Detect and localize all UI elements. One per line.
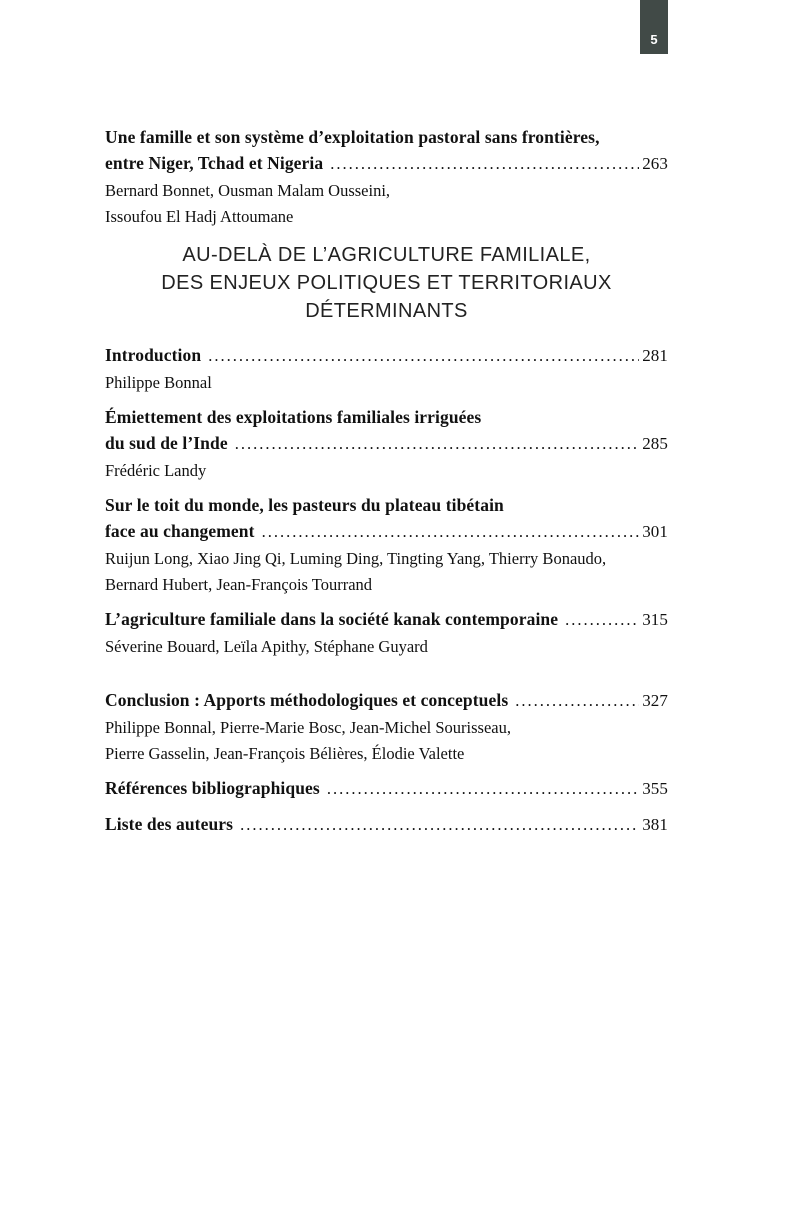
toc-entry-title: Références bibliographiques [105,778,320,798]
toc-entry [105,687,668,766]
toc-entry-authors: Frédéric Landy [105,461,207,480]
toc-page-number: 381 [642,815,668,834]
toc-entry-title-leader [105,606,668,633]
toc-entry [105,811,668,838]
toc-entry-title: Introduction [105,345,202,365]
toc-entry [105,775,668,802]
dot-leader [515,688,639,714]
toc-entry-title: Émiettement des exploitations familiales irriguées [105,407,482,427]
section-heading-line: AU-DELÀ DE L’AGRICULTURE FAMILIALE, [182,244,591,266]
toc-entry-title: L’agriculture familiale dans la société kanak contemporaine [105,609,559,629]
dot-leader [208,343,639,369]
toc-entry [105,404,668,483]
toc-entry [105,606,668,659]
toc-entry-title-leader [105,775,668,802]
toc-entry-title-leader [105,687,668,714]
section-heading [105,241,668,325]
toc-entry-authors: Séverine Bouard, Leïla Apithy, Stéphane Guyard [105,637,428,656]
toc-entry-title-leader [105,150,668,177]
toc-page-number: 355 [642,779,668,798]
page-number: 5 [650,32,658,47]
toc-entry-title-leader [105,518,668,545]
section-heading-line: DES ENJEUX POLITIQUES ET TERRITORIAUX [161,272,612,294]
toc-entry-title: entre Niger, Tchad et Nigeria [105,153,324,173]
toc-entry-title-leader [105,811,668,838]
toc-entry-title: face au changement [105,521,255,541]
toc-entry-authors: Ruijun Long, Xiao Jing Qi, Luming Ding, Tingting Yang, Thierry Bonaudo, [105,549,607,568]
toc-entry-authors: Philippe Bonnal [105,373,212,392]
toc-entry-authors: Bernard Hubert, Jean-François Tourrand [105,575,373,594]
toc-page-number: 281 [642,346,668,365]
toc-page-number: 301 [642,522,668,541]
dot-leader [240,812,639,838]
toc-entry-authors: Bernard Bonnet, Ousman Malam Ousseini, [105,181,391,200]
page-number-box [640,0,668,54]
toc-entry-title-leader [105,342,668,369]
dot-leader [327,776,639,802]
toc-entry [105,124,668,229]
dot-leader [262,519,640,545]
toc-entry-title: Conclusion : Apports méthodologiques et conceptuels [105,690,509,710]
toc-page-number: 315 [642,610,668,629]
toc-entry-title: Sur le toit du monde, les pasteurs du plateau tibétain [105,495,504,515]
toc-entry [105,492,668,597]
toc-content [105,124,668,847]
dot-leader [235,431,639,457]
toc-entry-title: Une famille et son système d’exploitation pastoral sans frontières, [105,127,600,147]
toc-page-number: 285 [642,434,668,453]
toc-entry-authors: Philippe Bonnal, Pierre-Marie Bosc, Jean-Michel Sourisseau, [105,718,511,737]
toc-entry-title-leader [105,430,668,457]
toc-entry-title: du sud de l’Inde [105,433,228,453]
toc-page-number: 327 [642,691,668,710]
toc-entry-title: Liste des auteurs [105,814,234,834]
section-heading-line: DÉTERMINANTS [305,300,468,322]
toc-entry [105,342,668,395]
toc-page-number: 263 [642,154,668,173]
dot-leader [565,607,639,633]
toc-entry-authors: Issoufou El Hadj Attoumane [105,207,294,226]
toc-entry-authors: Pierre Gasselin, Jean-François Bélières, Élodie Valette [105,744,465,763]
dot-leader [330,151,639,177]
